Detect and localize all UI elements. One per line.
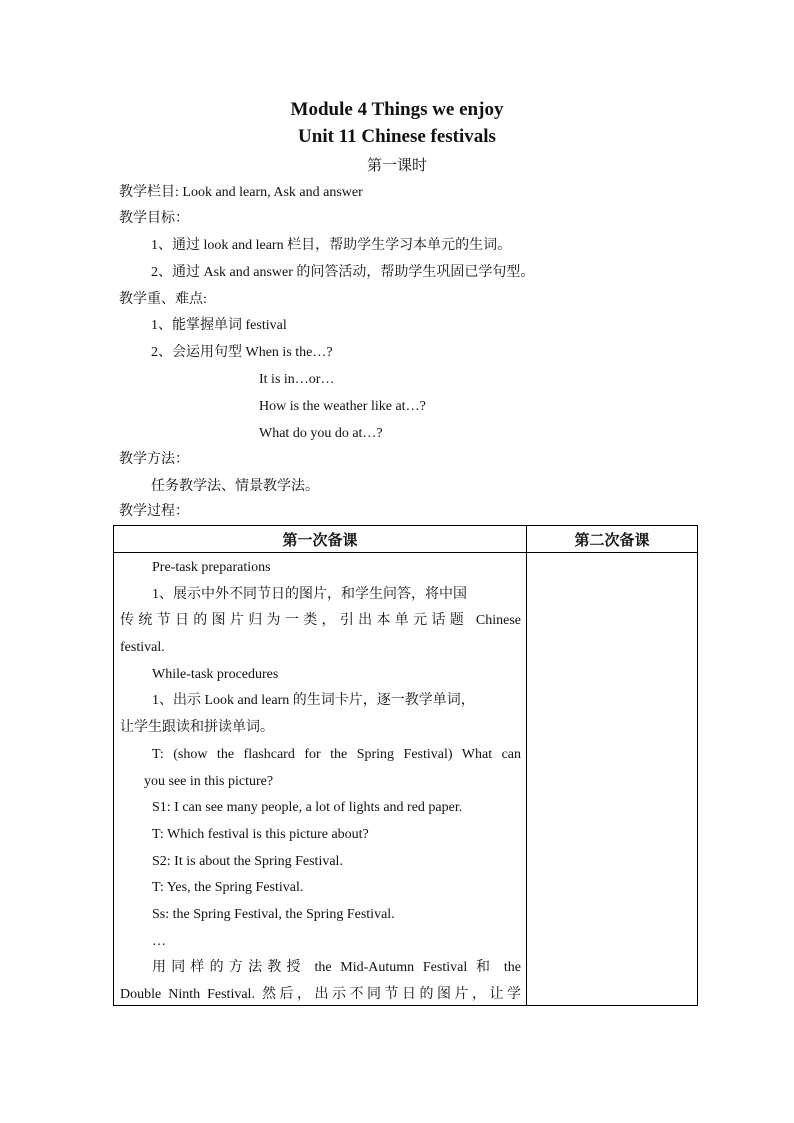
keypoints-label: 教学重、难点: [119, 292, 207, 307]
section-heading: Pre-task preparations [152, 560, 271, 575]
methods-label: 教学方法： [119, 452, 189, 467]
sentence-pattern: How is the weather like at…? [259, 399, 426, 414]
text-line: 传统节日的图片归为一类，引出本单元话题 Chinese [120, 613, 521, 629]
lesson-label: 第一课时 [366, 158, 427, 174]
sentence-pattern: What do you do at…? [259, 426, 383, 441]
sentence-pattern: It is in…or… [259, 372, 335, 387]
first-plan-header: 第一次备课 [114, 526, 527, 553]
second-plan-cell [527, 553, 698, 1006]
lesson-plan-table [113, 525, 698, 1006]
objective-item: 1、通过 look and learn 栏目，帮助学生学习本单元的生词。 [151, 238, 512, 253]
second-plan-header: 第二次备课 [527, 526, 698, 553]
first-plan-cell [114, 553, 527, 1006]
ellipsis-line: … [152, 933, 166, 949]
text-line: 用同样的方法教授 the Mid-Autumn Festival 和 the [152, 960, 521, 976]
teaching-column: 教学栏目: Look and learn, Ask and answer [119, 185, 363, 200]
table-body-row [114, 553, 698, 1006]
objective-item: 2、通过 Ask and answer 的问答活动，帮助学生巩固已学句型。 [151, 265, 535, 280]
keypoint-item: 2、会运用句型 When is the…? [151, 345, 333, 360]
dialogue-line: Ss: the Spring Festival, the Spring Festival. [152, 906, 395, 922]
dialogue-line: S2: It is about the Spring Festival. [152, 853, 343, 869]
process-label: 教学过程： [119, 504, 189, 519]
text-line: Double Ninth Festival. 然后，出示不同节日的图片，让学 [120, 987, 521, 1002]
dialogue-line: you see in this picture? [144, 773, 274, 789]
dialogue-line: T: Yes, the Spring Festival. [152, 880, 304, 896]
keypoint-item: 1、能掌握单词 festival [151, 318, 287, 333]
section-heading: While-task procedures [152, 666, 279, 682]
dialogue-line: T: Which festival is this picture about? [152, 826, 369, 842]
table-header-row [114, 526, 698, 553]
module-title: Module 4 Things we enjoy [290, 99, 504, 120]
dialogue-line: T: (show the flashcard for the Spring Festival) What can [152, 746, 521, 762]
text-line: 1、展示中外不同节日的图片，和学生问答，将中国 [152, 586, 467, 602]
text-line: 1、出示 Look and learn 的生词卡片，逐一教学单词， [152, 693, 475, 709]
dialogue-line: S1: I can see many people, a lot of lights and red paper. [152, 800, 463, 816]
text-line: festival. [120, 640, 165, 656]
methods-text: 任务教学法、情景教学法。 [151, 479, 319, 494]
objectives-label: 教学目标： [119, 211, 189, 226]
text-line: 让学生跟读和拼读单词。 [120, 720, 274, 736]
unit-title: Unit 11 Chinese festivals [298, 126, 496, 147]
